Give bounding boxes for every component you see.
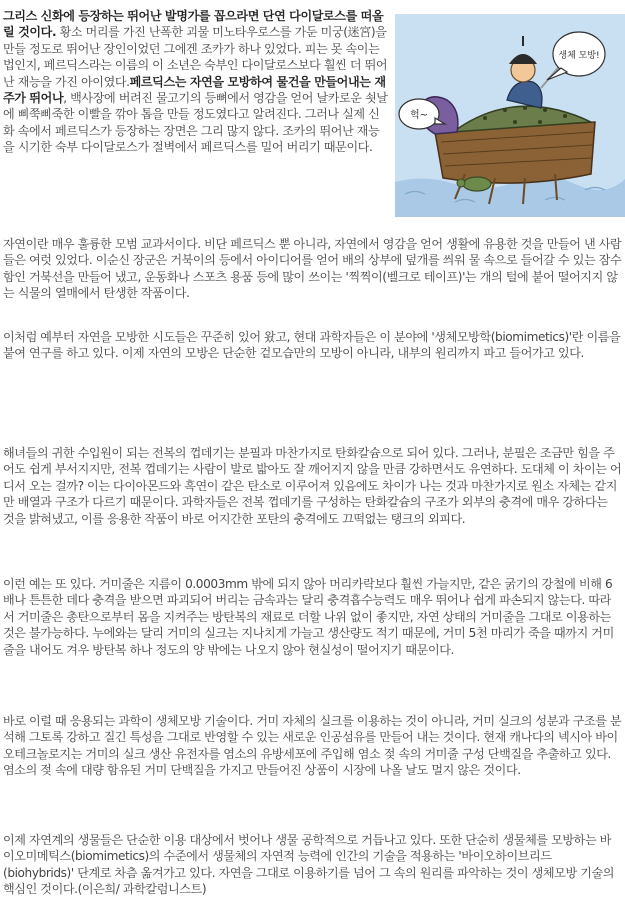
paragraph-conclusion: 이제 자연계의 생물들은 단순한 이용 대상에서 벗어나 생물 공학적으로 거듭나고 있다. 또한 단순히 생물체를 모방하는 바이오미메틱스(biomimetics)의 수준에서 생물체의 자연적 능력에 인간의 기술을 적용하는 '바이오하이브리드(biohybrids)' 단계로 차츰 옮겨가고 있다. 자연을 그대로 이용하기를 넘어 그 속의 원리를 파악하는 것이 생체모방 기술의 핵심인 것이다.(이은희/ 과학칼럼니스트) xyxy=(3,833,615,897)
paragraph-technology: 바로 이럴 때 응용되는 과학이 생체모방 기술이다. 거미 자체의 실크를 이용하는 것이 아니라, 거미 실크의 성분과 구조를 분석해 그토록 강하고 질긴 특성을 그대로 반영할 수 있는 새로운 인공섬유를 만들어 내는 것이다. 현재 캐나다의 넥시아 바이오테크놀로지는 거미의 실크 생산 유전자를 염소의 유방세포에 주입해 염소 젖 속의 거미줄 구성 단백질을 추출하고 있다. 염소의 젖 속에 대량 함유된 거미 단백질을 가지고 만들어진 상품이 시장에 나올 날도 멀지 않은 것이다. xyxy=(3,714,622,778)
intro-paragraph xyxy=(3,8,389,156)
bubble-1-text: 생체 모방! xyxy=(558,51,600,61)
intro-text-2: , 백사장에 버려진 물고기의 등뼈에서 영감을 얻어 날카로운 쇳날에 삐쭉삐죽한 이빨을 깎아 톱을 만들 정도였다고 알려진다. 그러나 실제 신화 속에서 페르딕스가 등장하는 장면은 그리 많지 않다. 조카의 뛰어난 재능을 시기한 숙부 다이달로스가 절벽에서 페르딕스를 밀어 버리기 때문이다. xyxy=(3,91,388,155)
intro-section xyxy=(3,0,622,218)
paragraph-biomimetics: 이처럼 예부터 자연을 모방한 시도들은 꾸준히 있어 왔고, 현대 과학자들은 이 분야에 '생체모방학(biomimetics)'란 이름을 붙여 연구를 하고 있다. 이제 자연의 모방은 단순한 겉모습만의 모방이 아니라, 내부의 원리까지 파고 들어가고 있다. xyxy=(3,330,621,361)
intro-bold-lead: 그리스 신화에 등장하는 뛰어난 발명가를 꼽으라면 단연 다이달로스를 떠올릴 것이다. xyxy=(3,9,384,40)
paragraph-nature: 자연이란 매우 훌륭한 모범 교과서이다. 비단 페르딕스 뿐 아니라, 자연에서 영감을 얻어 생활에 유용한 것을 만들어 낸 사람들은 여럿 있었다. 이순신 장군은 거북이의 등에서 아이디어를 얻어 배의 상부에 덮개를 씌워 물 속으로 들어갈 수 있는 잠수함인 거북선을 만들어 냈고, 운동화나 스포츠 용품 등에 많이 쓰이는 '찍찍이(벨크로 테이프)'는 개의 털에 붙어 떨어지지 않는 식물의 열매에서 탄생한 작품이다. xyxy=(3,237,622,301)
intro-text-1: 황소 머리를 가진 난폭한 괴물 미노타우로스를 가둔 미궁(迷宮)을 만들 정도로 뛰어난 장인이었던 그에겐 조카가 하나 있었다. 피는 못 속이는 법인지, 페르딕스라는 이름의 이 소년은 숙부인 다이달로스보다 훨씬 더 뛰어난 재능을 가진 아이였다. xyxy=(3,25,388,89)
turtle-ship-illustration xyxy=(395,14,625,217)
intro-bold-mid: 페르딕스는 자연을 모방하여 물건을 만들어내는 재주가 뛰어나 xyxy=(3,74,386,106)
article xyxy=(3,0,622,897)
bubble-2-text: 헉~ xyxy=(409,110,429,121)
paragraph-spider-silk: 이런 예는 또 있다. 거미줄은 지름이 0.0003mm 밖에 되지 않아 머리카락보다 훨씬 가늘지만, 같은 굵기의 강철에 비해 6배나 튼튼한 데다 충격을 받으면 파괴되어 버리는 금속과는 달리 충격흡수능력도 매우 뛰어나 쉽게 파손되지 않는다. 따라서 거미줄은 총탄으로부터 몸을 지켜주는 방탄복의 재료로 더할 나위 없이 좋지만, 자연 상태의 거미줄을 그대로 이용하는 것은 불가능하다. 누에와는 달리 거미의 실크는 지나치게 가늘고 생산량도 적기 때문에, 거미 5천 마리가 죽을 때까지 거미줄을 내어도 겨우 방탄복 하나 정도의 양 밖에는 나오지 않아 현실성이 떨어지기 때문이다. xyxy=(3,577,614,657)
paragraph-abalone: 해녀들의 귀한 수입원이 되는 전복의 껍데기는 분필과 마찬가지로 탄화칼슘으로 되어 있다. 그러나, 분필은 조금만 힘을 주어도 쉽게 부서지지만, 전복 껍데기는 사람이 발로 밟아도 잘 깨어지지 않을 만큼 강하면서도 유연하다. 도대체 이 차이는 어디서 오는 걸까? 이는 다이아몬드와 흑연이 같은 탄소로 이루어져 있음에도 차이가 나는 것과 마찬가지로 원소 자체는 같지만 배열과 구조가 다르기 때문이다. 과학자들은 전복 껍데기를 구성하는 탄화칼슘의 구조가 외부의 충격에 매우 강하다는 것을 밝혀냈고, 이를 응용한 작품이 바로 어지간한 포탄의 충격에도 끄떡없는 탱크의 외피다. xyxy=(3,446,622,526)
